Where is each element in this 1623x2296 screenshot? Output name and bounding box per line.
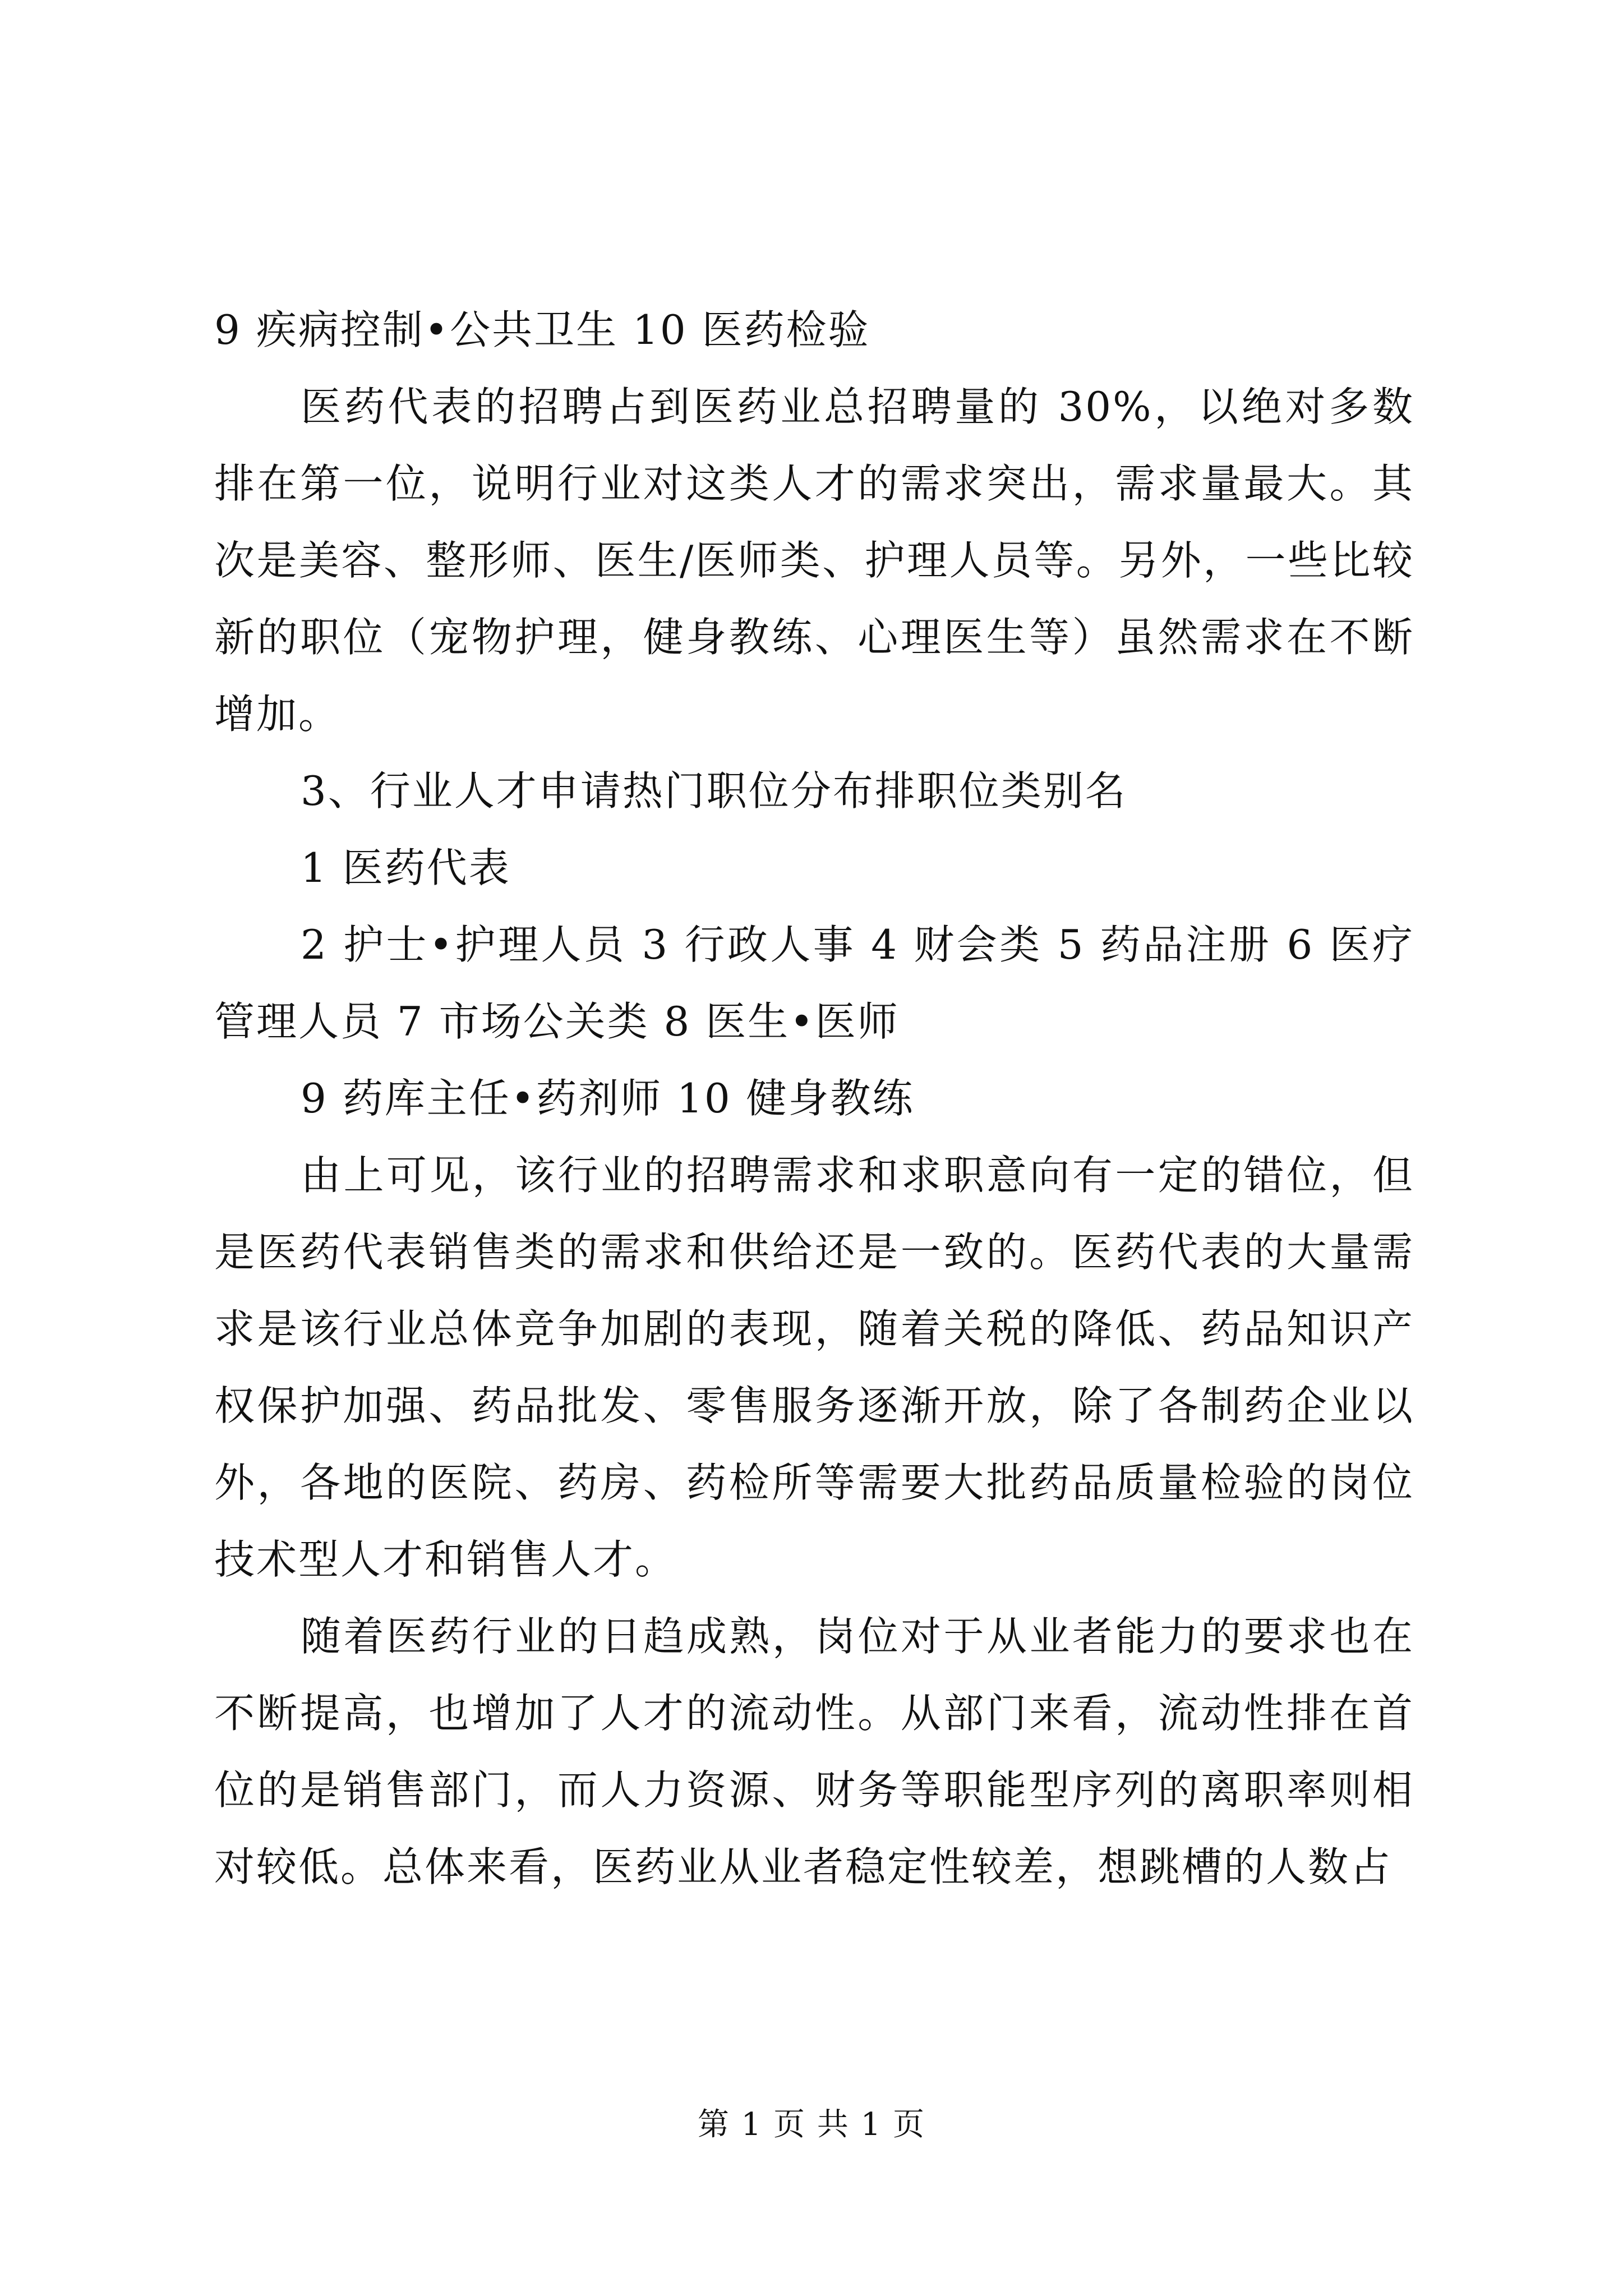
paragraph-mismatch-analysis: 由上可见，该行业的招聘需求和求职意向有一定的错位，但是医药代表销售类的需求和供给还是一致的。医药代表的大量需求是该行业总体竞争加剧的表现，随着关税的降低、药品知识产权保护加强、药品批发、零售服务逐渐开放，除了各制药企业以外，各地的医院、药房、药检所等需要大批药品质量检验的岗位技术型人才和销售人才。 [214, 1152, 1414, 1583]
page-number-footer: 第 1 页 共 1 页 [697, 2106, 926, 2143]
document-body [214, 292, 1414, 1906]
list-line-9-10-top: 9 疾病控制•公共卫生 10 医药检验 [214, 306, 870, 353]
list-line-9-10: 9 药库主任•药剂师 10 健身教练 [301, 1075, 915, 1122]
paragraph-recruitment-demand: 医药代表的招聘占到医药业总招聘量的 30%，以绝对多数排在第一位，说明行业对这类人才的需求突出，需求量最大。其次是美容、整形师、医生/医师类、护理人员等。另外，一些比较新的职位（宠物护理，健身教练、心理医生等）虽然需求在不断增加。 [214, 383, 1414, 738]
list-line-2-8: 2 护士•护理人员 3 行政人事 4 财会类 5 药品注册 6 医疗管理人员 7 市场公关类 8 医生•医师 [214, 921, 1414, 1045]
list-line-1: 1 医药代表 [301, 844, 511, 891]
paragraph-talent-mobility: 随着医药行业的日趋成熟，岗位对于从业者能力的要求也在不断提高，也增加了人才的流动性。从部门来看，流动性排在首位的是销售部门，而人力资源、财务等职能型序列的离职率则相对较低。总体来看，医药业从业者稳定性较差，想跳槽的人数占 [214, 1613, 1414, 1890]
section-heading-hot-positions: 3、行业人才申请热门职位分布排职位类别名 [301, 767, 1127, 815]
